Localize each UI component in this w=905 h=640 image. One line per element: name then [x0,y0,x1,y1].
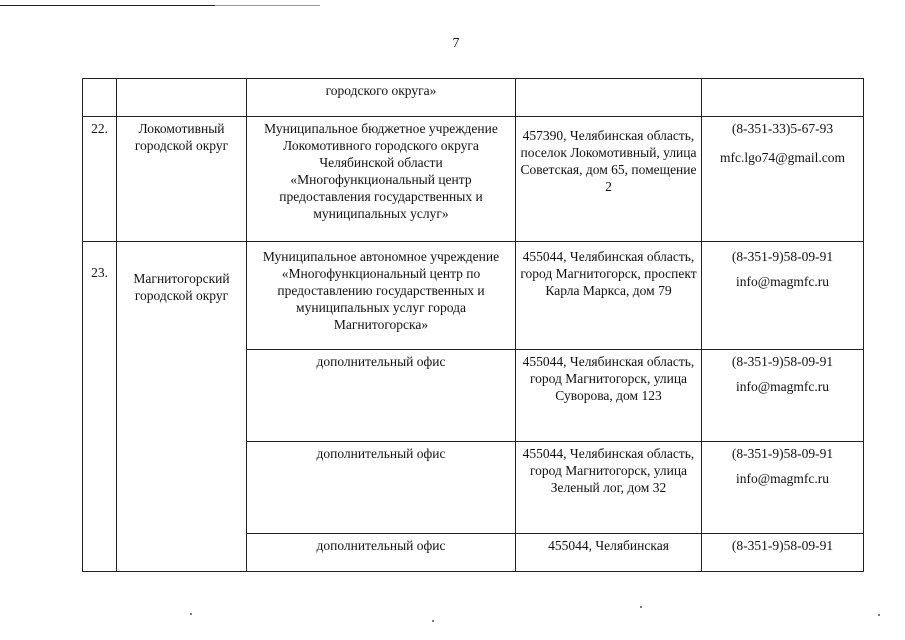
institution-cell: дополнительный офис [247,350,516,442]
top-rule [0,5,215,6]
contacts-cell [702,350,864,442]
address-cell: 455044, Челябинская область, город Магнитогорск, улица Зеленый лог, дом 32 [516,442,702,534]
phone-text: (8-351-9)58-09-91 [731,354,834,369]
spacer [706,370,859,378]
address-cell: 455044, Челябинская область, город Магнитогорск, улица Суворова, дом 123 [516,350,702,442]
contacts-cell [702,242,864,350]
scan-artifact [432,620,434,622]
scan-artifact [878,614,880,616]
top-rule-faint [215,5,320,6]
table-row [83,242,864,350]
contacts-cell [702,534,864,572]
contacts-cell [702,79,864,117]
spacer [706,137,859,149]
phone-text: (8-351-9)58-09-91 [731,249,834,264]
institution-cell: дополнительный офис [247,534,516,572]
spacer [706,265,859,273]
address-cell: 455044, Челябинская [516,534,702,572]
table-row [83,79,864,117]
spacer [706,462,859,470]
phone-text: (8-351-9)58-09-91 [731,446,834,461]
row-number: 22. [83,117,117,242]
mfc-table [82,78,864,572]
address-cell: 455044, Челябинская область, город Магнитогорск, проспект Карла Маркса, дом 79 [516,242,702,350]
row-number: 23. [83,242,117,572]
email-text: info@magmfc.ru [735,379,830,394]
table-row [83,117,864,242]
institution-cell: Муниципальное автономное учреждение «Многофункциональный центр по предоставлению государственных и муниципальных услуг города Магнитогорска» [247,242,516,350]
district-cell: Магнитогорский городской округ [117,242,247,572]
institution-cell: дополнительный офис [247,442,516,534]
district-cell [117,79,247,117]
contacts-cell [702,117,864,242]
address-cell: 457390, Челябинская область, поселок Локомотивный, улица Советская, дом 65, помещение 2 [516,117,702,242]
institution-cell: Муниципальное бюджетное учреждение Локомотивного городского округа Челябинской области «Многофункциональный центр предоставления государственных и муниципальных услуг» [247,117,516,242]
email-text: info@magmfc.ru [735,274,830,289]
email-text: info@magmfc.ru [735,471,830,486]
phone-text: (8-351-9)58-09-91 [731,538,834,553]
scan-artifact [190,613,192,615]
contacts-cell [702,442,864,534]
scan-artifact [640,606,642,608]
phone-text: (8-351-33)5-67-93 [731,121,834,136]
row-number [83,79,117,117]
email-text: mfc.lgo74@gmail.com [720,150,845,165]
address-cell [516,79,702,117]
page-number: 7 [452,36,460,51]
district-cell: Локомотивный городской округ [117,117,247,242]
institution-cell: городского округа» [247,79,516,117]
